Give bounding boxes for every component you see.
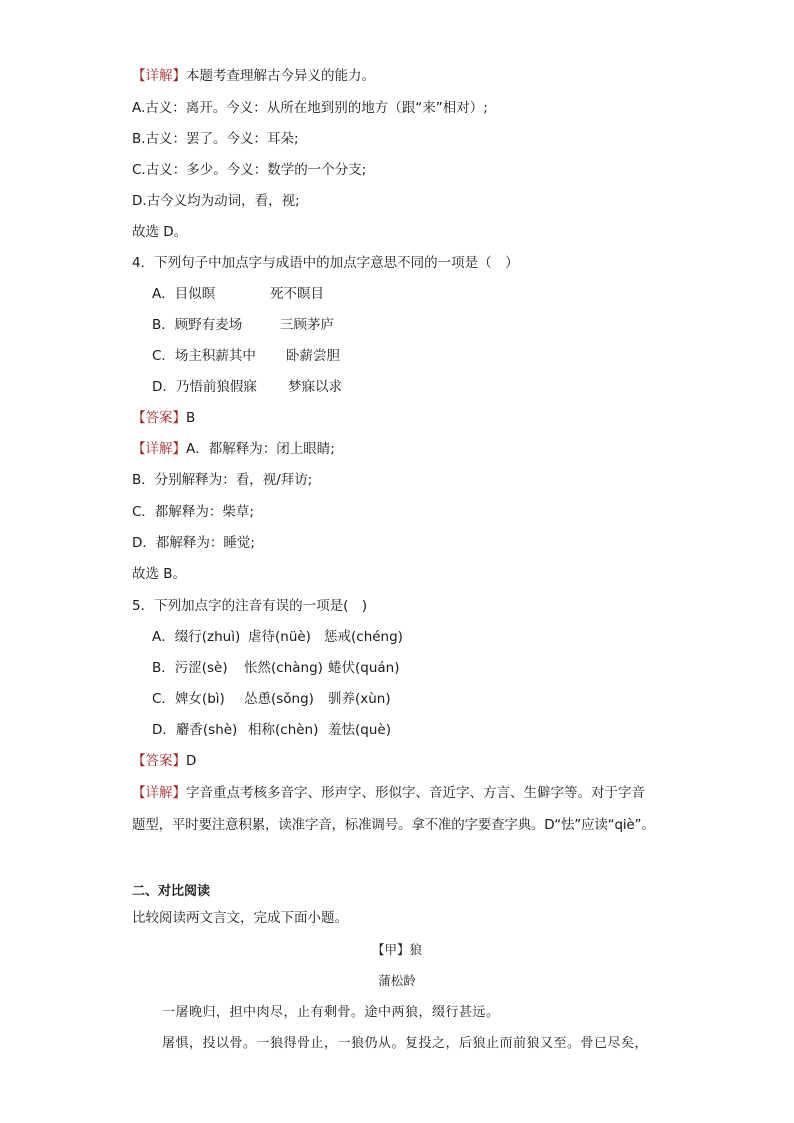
q4-option-a: A．目似瞑 死不瞑目	[152, 286, 324, 302]
q4-stem: 4．下列句子中加点字与成语中的加点字意思不同的一项是（ ）	[132, 255, 519, 271]
q5-option-b: B．污涩(sè) 怅然(chàng) 蜷伏(quán)	[152, 660, 400, 676]
q5-option-a: A．缀行(zhuì) 虐待(nüè) 惩戒(chéng)	[152, 629, 403, 645]
q3-explanation-d: D.古今义均为动词，看，视;	[132, 193, 300, 209]
q4-option-c: C．场主积薪其中 卧薪尝胆	[152, 348, 340, 364]
answer-tag: 【答案】	[132, 410, 186, 426]
q4-conclusion: 故选 B。	[132, 566, 187, 582]
passage-title: 【甲】狼	[371, 942, 422, 957]
answer-tag: 【答案】	[132, 753, 186, 769]
q4-explanation-b: B．分别解释为：看，视/拜访;	[132, 472, 313, 488]
q4-option-d: D．乃悟前狼假寐 梦寐以求	[152, 379, 342, 395]
explanation-tag: 【详解】	[132, 785, 186, 801]
q3-conclusion: 故选 D。	[132, 224, 188, 240]
section-instruction: 比较阅读两文言文，完成下面小题。	[132, 910, 348, 926]
q4-explanation-c: C．都解释为：柴草;	[132, 504, 254, 520]
q5-explanation-1: 【详解】字音重点考核多音字、形声字、形似字、音近字、方言、生僻字等。对于字音	[132, 785, 645, 801]
q3-explanation-intro: 【详解】本题考查理解古今异义的能力。	[132, 68, 375, 84]
q4-answer: 【答案】B	[132, 410, 196, 426]
q5-option-c: C．婢女(bì) 怂恿(sǒng) 驯养(xùn)	[152, 691, 391, 707]
q5-option-d: D．麝香(shè) 相称(chèn) 羞怯(què)	[152, 722, 391, 738]
q3-explanation-a: A.古义：离开。今义：从所在地到别的地方（跟“来”相对）;	[132, 100, 488, 116]
q4-option-b: B．顾野有麦场 三顾茅庐	[152, 317, 334, 333]
passage-author: 蒲松龄	[378, 973, 416, 988]
q5-stem: 5．下列加点字的注音有误的一项是( )	[132, 598, 368, 614]
explanation-tag: 【详解】	[132, 441, 186, 457]
q5-answer: 【答案】D	[132, 753, 197, 769]
q5-explanation-2: 题型，平时要注意积累，读准字音，标准调号。拿不准的字要查字典。D“怯”应读“qiè”。	[132, 817, 655, 833]
section-title: 二、对比阅读	[132, 884, 211, 899]
q3-explanation-b: B.古义：罢了。今义：耳朵;	[132, 131, 299, 147]
q3-explanation-c: C.古义：多少。今义：数学的一个分支;	[132, 162, 367, 178]
q4-explanation-d: D．都解释为：睡觉;	[132, 535, 255, 551]
passage-line-2: 屠惧，投以骨。一狼得骨止，一狼仍从。复投之，后狼止而前狼又至。骨已尽矣，	[162, 1036, 649, 1051]
q4-explanation-a: 【详解】A．都解释为：闭上眼睛;	[132, 441, 335, 457]
passage-line-1: 一屠晚归，担中肉尽，止有剩骨。途中两狼，缀行甚远。	[162, 1005, 500, 1020]
explanation-tag: 【详解】	[132, 68, 186, 84]
